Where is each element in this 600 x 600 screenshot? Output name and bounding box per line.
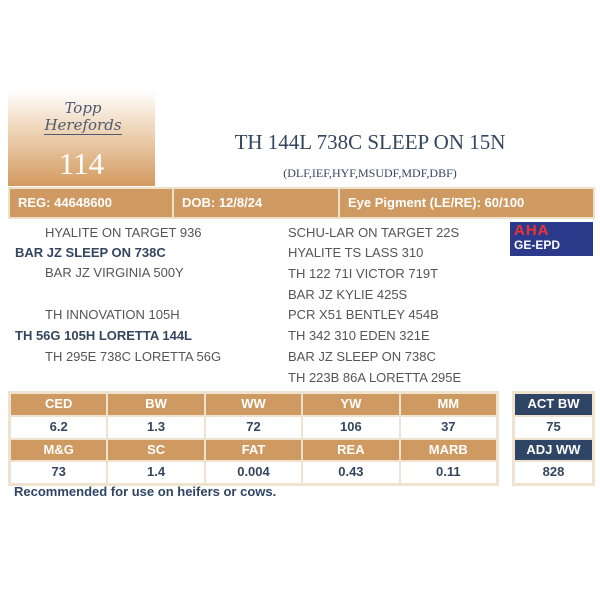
epd-header: BW <box>108 394 203 415</box>
aha-text: AHA <box>514 222 550 239</box>
sire-sire: HYALITE ON TARGET 936 <box>45 225 202 240</box>
pedigree-third-gen: BAR JZ KYLIE 425S <box>288 287 408 302</box>
epd-value: 0.11 <box>401 462 496 483</box>
pedigree-third-gen: TH 342 310 EDEN 321E <box>288 328 430 343</box>
lot-number: 114 <box>58 146 105 181</box>
epd-header: YW <box>303 394 398 415</box>
epd-value: 1.3 <box>108 417 203 438</box>
dam-sire: TH INNOVATION 105H <box>45 307 180 322</box>
epd-table <box>8 391 499 486</box>
epd-value: 106 <box>303 417 398 438</box>
pedigree-third-gen: HYALITE TS LASS 310 <box>288 245 424 260</box>
epd-value: 1.4 <box>108 462 203 483</box>
adj-ww-label: ADJ WW <box>515 440 592 461</box>
epd-value: 72 <box>206 417 301 438</box>
act-bw-value: 75 <box>515 417 592 438</box>
epd-header: WW <box>206 394 301 415</box>
eye-pigment: Eye Pigment (LE/RE): 60/100 <box>340 189 593 217</box>
topp-herefords-logo: Topp Herefords <box>44 99 122 134</box>
pedigree-third-gen: SCHU-LAR ON TARGET 22S <box>288 225 460 240</box>
pedigree-third-gen: PCR X51 BENTLEY 454B <box>288 307 439 322</box>
act-bw-label: ACT BW <box>515 394 592 415</box>
epd-value: 0.004 <box>206 462 301 483</box>
adj-ww-value: 828 <box>515 462 592 483</box>
epd-header: SC <box>108 440 203 461</box>
epd-header: MARB <box>401 440 496 461</box>
epd-value: 0.43 <box>303 462 398 483</box>
registration-number: REG: 44648600 <box>10 189 172 217</box>
sire: BAR JZ SLEEP ON 738C <box>15 245 166 260</box>
epd-header: FAT <box>206 440 301 461</box>
epd-header: REA <box>303 440 398 461</box>
epd-header: MM <box>401 394 496 415</box>
epd-value: 37 <box>401 417 496 438</box>
date-of-birth: DOB: 12/8/24 <box>174 189 338 217</box>
pedigree-third-gen: TH 122 71I VICTOR 719T <box>288 266 439 281</box>
epd-header: CED <box>11 394 106 415</box>
recommendation-note: Recommended for use on heifers or cows. <box>14 484 277 499</box>
genetic-status: (DLF,IEF,HYF,MSUDF,MDF,DBF) <box>283 166 457 180</box>
aha-ge-epd-logo <box>510 222 593 256</box>
actuals-table <box>512 391 595 486</box>
epd-header: M&G <box>11 440 106 461</box>
epd-value: 73 <box>11 462 106 483</box>
ge-epd-text: GE-EPD <box>514 238 561 252</box>
info-bar <box>8 187 595 219</box>
pedigree-third-gen: BAR JZ SLEEP ON 738C <box>288 349 436 364</box>
animal-name: TH 144L 738C SLEEP ON 15N <box>234 130 506 154</box>
dam-dam: TH 295E 738C LORETTA 56G <box>45 349 222 364</box>
pedigree-third-gen: TH 223B 86A LORETTA 295E <box>288 370 462 385</box>
sire-dam: BAR JZ VIRGINIA 500Y <box>45 265 184 280</box>
epd-value: 6.2 <box>11 417 106 438</box>
lot-header-box <box>8 90 155 186</box>
dam: TH 56G 105H LORETTA 144L <box>15 328 192 343</box>
